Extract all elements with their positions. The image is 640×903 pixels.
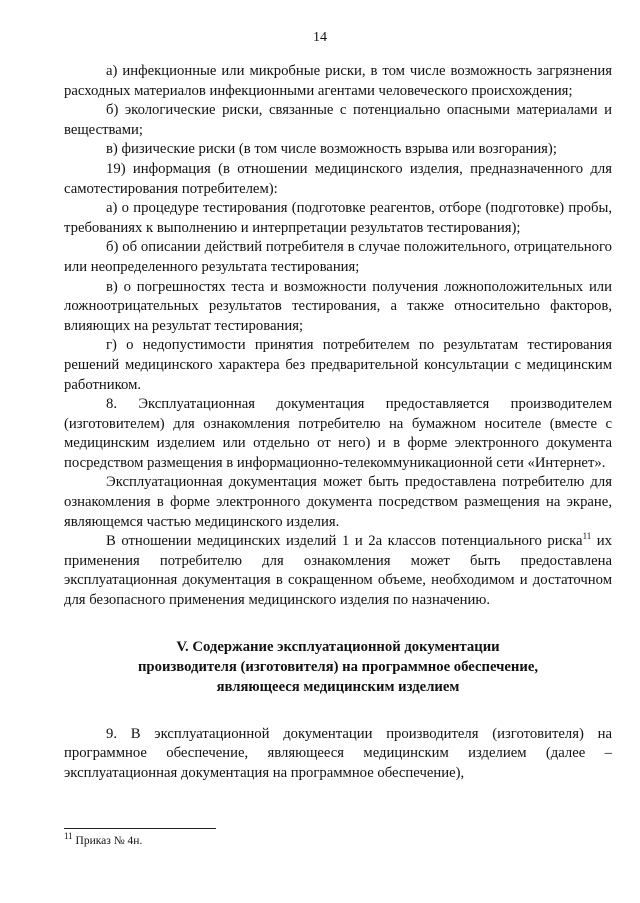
- risk-classes-text-continued: их применения потребителю для ознакомления может быть предоставлена эксплуатационная документация в сокращенном объеме, необходимом и достаточном для безопасного применения медицинского изделия по назначению.: [64, 533, 612, 609]
- paragraph-consumer-actions: б) об описании действий потребителя в случае положительного, отрицательного или неопределенного результата тестирования;: [64, 239, 612, 275]
- section-heading-line: V. Содержание эксплуатационной документации: [176, 638, 500, 655]
- paragraph-item-19: 19) информация (в отношении медицинского изделия, предназначенного для самотестирования потребителем):: [64, 160, 612, 197]
- paragraph-item-8: 8. Эксплуатационная документация предоставляется производителем (изготовителем) для ознакомления потребителю на бумажном носителе (вместе с медицинским изделием или отдельно от него) и в форме электронного документа посредством размещения в информационно-телекоммуникационной сети «Интернет».: [64, 396, 612, 471]
- document-body: [64, 62, 612, 783]
- page-number: 14: [313, 30, 327, 45]
- risk-classes-text: В отношении медицинских изделий 1 и 2а классов потенциального риска: [106, 533, 583, 550]
- paragraph-infection-risks: а) инфекционные или микробные риски, в том числе возможность загрязнения расходных материалов инфекционными агентами человеческого происхождения;: [64, 63, 612, 99]
- footnote-marker: 11: [64, 831, 73, 842]
- footnote-divider: [64, 828, 216, 829]
- section-heading-line: являющееся медицинским изделием: [216, 678, 460, 695]
- section-heading-line: производителя (изготовителя) на программное обеспечение,: [137, 658, 539, 675]
- paragraph-ecological-risks: б) экологические риски, связанные с потенциально опасными материалами и веществами;: [64, 102, 612, 138]
- paragraph-risk-classes: [64, 532, 612, 610]
- paragraph-medical-decisions: г) о недопустимости принятия потребителем по результатам тестирования решений медицинского характера без предварительной консультации с медицинским работником.: [64, 337, 612, 393]
- section-heading: [64, 637, 612, 697]
- paragraph-item-9: 9. В эксплуатационной документации производителя (изготовителя) на программное обеспечение, являющееся медицинским изделием (далее – эксплуатационная документация на программное обеспечение),: [64, 725, 612, 781]
- footnote-text: Приказ № 4н.: [72, 835, 143, 847]
- paragraph-testing-procedure: а) о процедуре тестирования (подготовке реагентов, отборе (подготовке) пробы, требованиях к выполнению и интерпретации результатов тестирования);: [64, 200, 612, 236]
- paragraph-electronic-documentation: Эксплуатационная документация может быть предоставлена потребителю для ознакомления в форме электронного документа посредством размещения на экране, являющемся частью медицинского изделия.: [64, 474, 612, 530]
- footnote-reference: 11: [582, 531, 592, 542]
- paragraph-test-errors: в) о погрешностях теста и возможности получения ложноположительных или ложноотрицательных результатов тестирования, а также относительно факторов, влияющих на результат тестирования;: [64, 278, 612, 334]
- footnote: [64, 831, 143, 848]
- paragraph-physical-risks: в) физические риски (в том числе возможность взрыва или возгорания);: [106, 141, 557, 158]
